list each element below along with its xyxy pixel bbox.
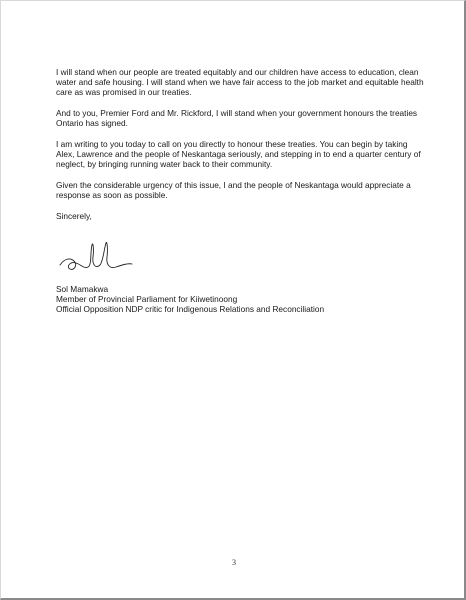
signature-block <box>56 284 324 314</box>
signer-name: Sol Mamakwa <box>56 284 109 294</box>
handwritten-signature <box>56 235 136 275</box>
page-number: 3 <box>232 558 236 567</box>
paragraph-honour-treaties: And to you, Premier Ford and Mr. Rickford, I will stand when your government honours the treaties Ontario has signed. <box>56 108 418 128</box>
signer-critic-role: Official Opposition NDP critic for Indigenous Relations and Reconciliation <box>56 304 325 314</box>
paragraph-stand-equitably: I will stand when our people are treated equitably and our children have access to education, clean water and safe housing. I will stand when we have fair access to the job market and equitable health care as was promised in our treaties. <box>56 67 424 97</box>
paragraph-call-on-you: I am writing to you today to call on you directly to honour these treaties. You can begin by taking Alex, Lawrence and the people of Neskantaga seriously, and stepping in to end a quarter century of neglect, by bringing running water back to their community. <box>56 139 421 169</box>
signer-title: Member of Provincial Parliament for Kiiwetinoong <box>56 294 238 304</box>
paragraph-urgency: Given the considerable urgency of this issue, I and the people of Neskantaga would appreciate a response as soon as possible. <box>56 180 411 200</box>
closing-salutation: Sincerely, <box>56 211 92 221</box>
letter-body <box>56 67 426 232</box>
